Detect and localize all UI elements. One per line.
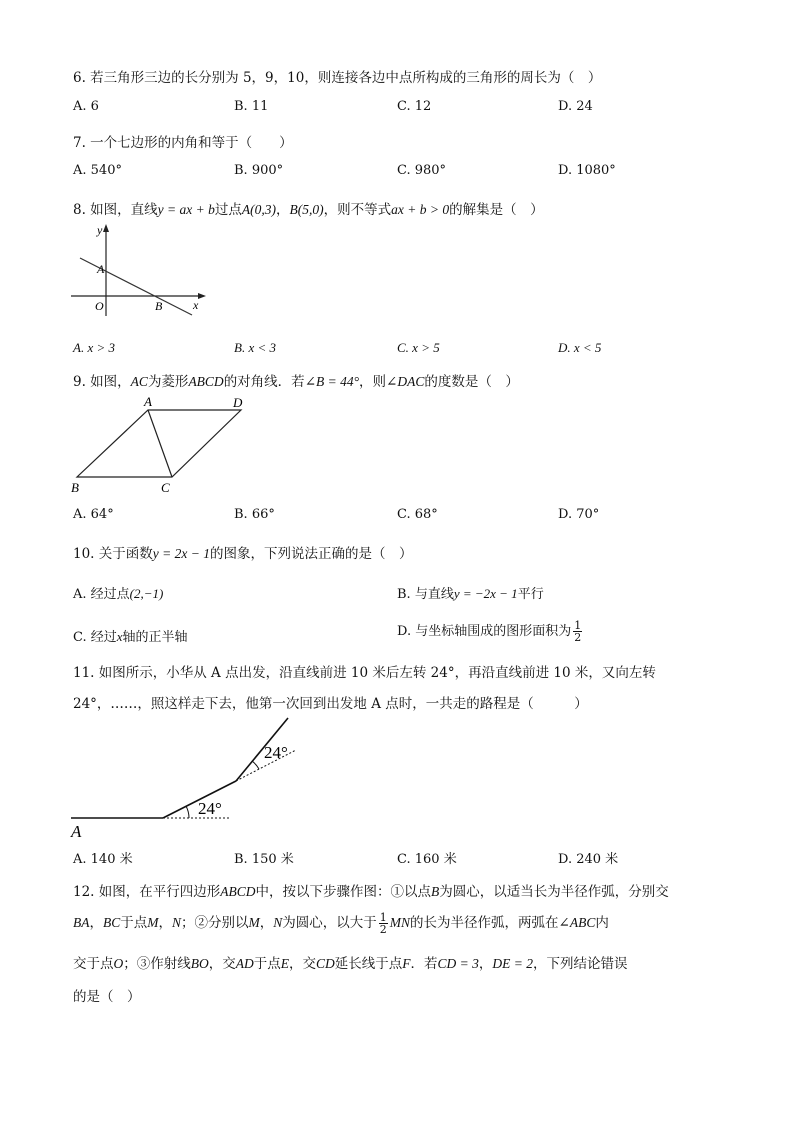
q12-l2-m: M (147, 915, 159, 930)
q8-label-y: y (97, 223, 103, 237)
q7-option-a: A. 540° (73, 163, 122, 178)
q8-label-o: O (95, 299, 104, 313)
q12-stem-line3 (73, 952, 628, 972)
q12-stem-line4: 的是（ ） (73, 989, 141, 1005)
q6-option-b: B. 11 (234, 99, 269, 114)
q9-text-2: 为菱形 (147, 374, 189, 390)
q11-angle-label-2: 24° (264, 743, 288, 762)
q12-l1-text-2: 中，按以下步骤作图：①以点 (255, 884, 432, 900)
q9-figure (66, 392, 256, 497)
q12-fraction (379, 912, 388, 935)
q6-option-c: C. 12 (397, 99, 432, 114)
q12-l1-abcd: ABCD (220, 884, 256, 899)
q11-option-a: A. 140 米 (73, 852, 133, 867)
q7-option-c: C. 980° (397, 163, 447, 178)
q8-text-2: 过点 (214, 202, 242, 218)
q12-l2-m2: M (248, 915, 260, 930)
q10-option-b-text-1: B. 与直线 (397, 587, 454, 602)
q8-text-1: 8. 如图，直线 (73, 202, 158, 218)
q12-l1-text-3: 为圆心，以适当长为半径作弧，分别交 (439, 884, 669, 900)
q12-l2-bc: BC (103, 915, 121, 930)
q7-option-b: B. 900° (234, 163, 284, 178)
q12-l2-s4: ；②分别以 (181, 915, 249, 931)
q9-label-c: C (161, 480, 170, 495)
q10-option-b-equation: y = −2x − 1 (453, 586, 518, 601)
q8-option-b: B. x < 3 (234, 340, 276, 355)
q9-abcd: ABCD (188, 374, 224, 389)
q12-l3-cd-eq: CD = 3 (437, 956, 479, 971)
q12-l2-angle-abc: ∠ABC (558, 915, 596, 930)
q6-option-a: A. 6 (73, 99, 99, 114)
q11-figure (66, 712, 316, 842)
q9-label-d: D (233, 395, 243, 410)
q11-label-a: A (71, 822, 82, 841)
q11-stem-line2: 24°，……，照这样走下去，他第一次回到出发地 A 点时，一共走的路程是（ ） (73, 696, 588, 712)
q9-angle-dac: ∠DAC (386, 374, 425, 389)
q8-label-b: B (155, 299, 163, 313)
q12-l2-ba: BA (73, 915, 90, 930)
q12-l3-s3: ，交 (208, 956, 236, 972)
q10-option-c-text-1: C. 经过 (73, 630, 117, 645)
q12-l2-s8: 内 (595, 915, 609, 931)
q8-text-3: ，则不等式 (323, 202, 392, 218)
q9-option-a: A. 64° (73, 507, 114, 522)
q9-text-1: 9. 如图， (73, 374, 131, 390)
q10-option-c-x: x (116, 629, 123, 644)
q11-angle-label-1: 24° (198, 799, 222, 818)
q10-text-1: 10. 关于函数 (73, 546, 153, 562)
q11-option-b: B. 150 米 (234, 852, 294, 867)
q10-option-d-text: D. 与坐标轴围成的图形面积为 (397, 624, 572, 639)
q10-option-b-text-2: 平行 (517, 587, 544, 602)
q12-l2-s7: 的长为半径作弧，两弧在 (410, 915, 559, 931)
q12-stem-line2 (73, 911, 609, 935)
q12-l3-o: O (113, 956, 124, 971)
q10-option-a-text: A. 经过点 (73, 587, 130, 602)
q10-option-d (397, 620, 584, 643)
q10-option-d-denominator: 2 (574, 631, 582, 644)
q8-line-equation: y = ax + b (157, 202, 215, 217)
q12-l2-s5: ， (259, 915, 274, 931)
q9-option-c: C. 68° (397, 507, 438, 522)
q12-l3-s5: ，交 (289, 956, 316, 972)
q8-option-c: C. x > 5 (397, 340, 440, 355)
q12-l3-s2: ；③作射线 (123, 956, 191, 972)
q8-sep: ， (276, 202, 290, 218)
q9-angle-b: ∠B = 44° (304, 374, 360, 389)
q12-l2-s3: ， (158, 915, 173, 931)
q9-ac: AC (130, 374, 148, 389)
q12-l3-e: E (280, 956, 289, 971)
q12-l3-s9: ，下列结论错误 (533, 956, 628, 972)
q6-stem: 6. 若三角形三边的长分别为 5，9，10，则连接各边中点所构成的三角形的周长为（ ） (73, 70, 602, 86)
q12-l3-f: F (402, 956, 411, 971)
q10-text-2: 的图象，下列说法正确的是（ ） (209, 546, 413, 562)
q12-l3-s7: ．若 (410, 956, 438, 972)
q8-option-a: A. x > 3 (73, 340, 115, 355)
q9-option-b: B. 66° (234, 507, 275, 522)
q8-label-a: A (97, 262, 105, 276)
q8-stem (73, 198, 544, 218)
q8-text-4: 的解集是（ ） (449, 202, 544, 218)
q11-option-c: C. 160 米 (397, 852, 457, 867)
q8-label-x: x (193, 298, 199, 312)
q10-option-c (73, 626, 188, 645)
q12-l1-text-1: 12. 如图，在平行四边形 (73, 884, 221, 900)
q12-l2-mn: MN (389, 915, 411, 930)
q10-function: y = 2x − 1 (152, 546, 210, 561)
q9-text-3: 的对角线．若 (223, 374, 305, 390)
q12-l2-s1: ， (89, 915, 103, 931)
q11-option-d: D. 240 米 (558, 852, 619, 867)
q9-stem (73, 370, 519, 390)
q12-l3-bo: BO (190, 956, 209, 971)
q10-option-a-point: (2,−1) (129, 586, 164, 601)
q10-stem (73, 542, 412, 562)
q9-text-5: 的度数是（ ） (424, 374, 519, 390)
q12-l3-ad: AD (235, 956, 254, 971)
q7-stem: 7. 一个七边形的内角和等于（ ） (73, 135, 293, 151)
q9-text-4: ，则 (359, 374, 387, 390)
q12-l3-s6: 延长线于点 (334, 956, 403, 972)
q10-option-b (397, 583, 544, 602)
q11-stem-line1: 11. 如图所示，小华从 A 点出发，沿直线前进 10 米后左转 24°，再沿直线前进 10 米，又向左转 (73, 665, 656, 681)
q8-point-b: B(5,0) (289, 202, 324, 217)
q12-l3-cd: CD (316, 956, 335, 971)
q7-option-d: D. 1080° (558, 163, 616, 178)
q8-figure (66, 220, 216, 320)
q12-l2-s6: 为圆心，以大于 (282, 915, 377, 931)
q10-option-a (73, 583, 163, 602)
q12-l2-s2: 于点 (120, 915, 148, 931)
q12-l3-de-eq: DE = 2 (492, 956, 533, 971)
q9-label-b: B (71, 480, 79, 495)
q10-option-d-numerator: 1 (574, 619, 582, 632)
q6-option-d: D. 24 (558, 99, 593, 114)
q12-l3-s1: 交于点 (73, 956, 114, 972)
q8-option-d: D. x < 5 (558, 340, 602, 355)
q12-l3-s8: ， (478, 956, 493, 972)
q10-option-d-fraction (573, 620, 582, 643)
q12-l2-n: N (172, 915, 182, 930)
q9-label-a: A (144, 394, 152, 409)
q8-inequality: ax + b > 0 (391, 202, 450, 217)
q9-option-d: D. 70° (558, 507, 600, 522)
q12-stem-line1 (73, 880, 669, 900)
q12-l3-s4: 于点 (253, 956, 281, 972)
q12-fraction-numerator: 1 (379, 911, 387, 924)
q8-point-a: A(0,3) (241, 202, 277, 217)
q10-option-c-text-2: 轴的正半轴 (122, 630, 188, 645)
q12-l1-b: B (431, 884, 440, 899)
q12-l2-n2: N (273, 915, 283, 930)
q12-fraction-denominator: 2 (379, 923, 387, 936)
